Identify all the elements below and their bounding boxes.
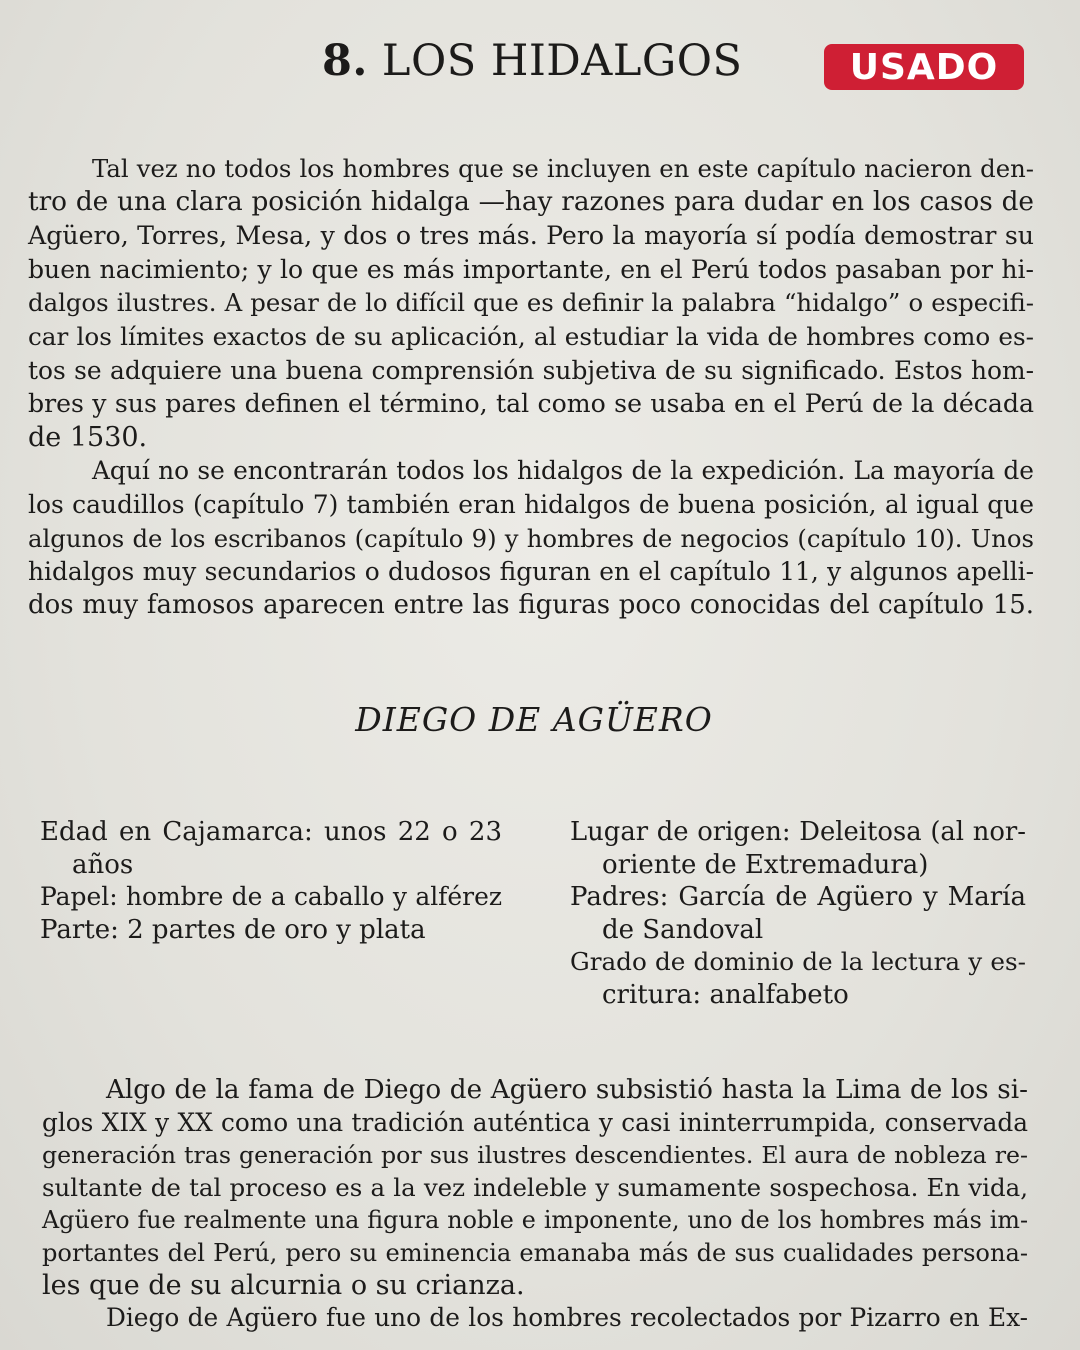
fact-line: Padres: García de Agüero y María bbox=[570, 882, 1026, 912]
text-line: portantes del Perú, pero su eminencia emanaba más de sus cualidades persona- bbox=[42, 1238, 1028, 1267]
fact-line: Grado de dominio de la lectura y es- bbox=[570, 947, 1026, 976]
text-line: Aquí no se encontrarán todos los hidalgos de la expedición. La mayoría de bbox=[92, 456, 1034, 486]
chapter-number: 8. bbox=[322, 36, 368, 86]
text-line: tro de una clara posición hidalga —hay razones para dudar en los casos de bbox=[28, 186, 1034, 217]
chapter-heading bbox=[322, 36, 742, 86]
fact-line: Parte: 2 partes de oro y plata bbox=[40, 914, 426, 945]
fact-line: de Sandoval bbox=[602, 914, 764, 945]
text-line: dalgos ilustres. A pesar de lo difícil que es definir la palabra “hidalgo” o especifi- bbox=[28, 288, 1034, 318]
text-line: bres y sus pares definen el término, tal como se usaba en el Perú de la década bbox=[28, 389, 1034, 419]
fact-line: años bbox=[72, 849, 134, 880]
text-line: Agüero fue realmente una figura noble e imponente, uno de los hombres más im- bbox=[42, 1206, 1028, 1235]
text-line: de 1530. bbox=[28, 421, 148, 453]
text-line: Agüero, Torres, Mesa, y dos o tres más. Pero la mayoría sí podía demostrar su bbox=[28, 221, 1034, 251]
text-line: Tal vez no todos los hombres que se incluyen en este capítulo nacieron den- bbox=[92, 154, 1034, 183]
text-line: algunos de los escribanos (capítulo 9) y hombres de negocios (capítulo 10). Unos bbox=[28, 523, 1034, 553]
used-badge: USADO bbox=[824, 44, 1024, 90]
text-line: tos se adquiere una buena comprensión subjetiva de su significado. Estos hom- bbox=[28, 355, 1034, 385]
text-line: sultante de tal proceso es a la vez indeleble y sumamente sospechosa. En vida, bbox=[42, 1172, 1028, 1202]
fact-line: oriente de Extremadura) bbox=[602, 849, 929, 880]
text-line: generación tras generación por sus ilustres descendientes. El aura de nobleza re- bbox=[42, 1141, 1028, 1170]
text-line: hidalgos muy secundarios o dudosos figuran en el capítulo 11, y algunos apelli- bbox=[28, 557, 1034, 587]
facts-right-column bbox=[570, 816, 1026, 1011]
section-heading: DIEGO DE AGÜERO bbox=[355, 700, 713, 739]
chapter-title: LOS HIDALGOS bbox=[381, 36, 743, 86]
text-line: buen nacimiento; y lo que es más importante, en el Perú todos pasaban por hi- bbox=[28, 254, 1034, 284]
biography-paragraphs bbox=[42, 1074, 1028, 1335]
text-line: Algo de la fama de Diego de Agüero subsistió hasta la Lima de los si- bbox=[106, 1075, 1028, 1105]
fact-line: Edad en Cajamarca: unos 22 o 23 bbox=[40, 817, 502, 847]
fact-line: Lugar de origen: Deleitosa (al nor- bbox=[570, 817, 1026, 847]
text-line: glos XIX y XX como una tradición auténtica y casi ininterrumpida, conservada bbox=[42, 1107, 1028, 1137]
intro-paragraphs bbox=[28, 152, 1034, 622]
fact-line: critura: analfabeto bbox=[602, 979, 849, 1010]
facts-left-column bbox=[40, 816, 502, 946]
text-line: dos muy famosos aparecen entre las figuras poco conocidas del capítulo 15. bbox=[28, 589, 1034, 620]
fact-line: Papel: hombre de a caballo y alférez bbox=[40, 882, 502, 911]
text-line: car los límites exactos de su aplicación, al estudiar la vida de hombres como es- bbox=[28, 321, 1034, 351]
text-line: los caudillos (capítulo 7) también eran hidalgos de buena posición, al igual que bbox=[28, 489, 1034, 519]
text-line: les que de su alcurnia o su crianza. bbox=[42, 1269, 525, 1301]
text-line: Diego de Agüero fue uno de los hombres recolectados por Pizarro en Ex- bbox=[106, 1303, 1028, 1333]
